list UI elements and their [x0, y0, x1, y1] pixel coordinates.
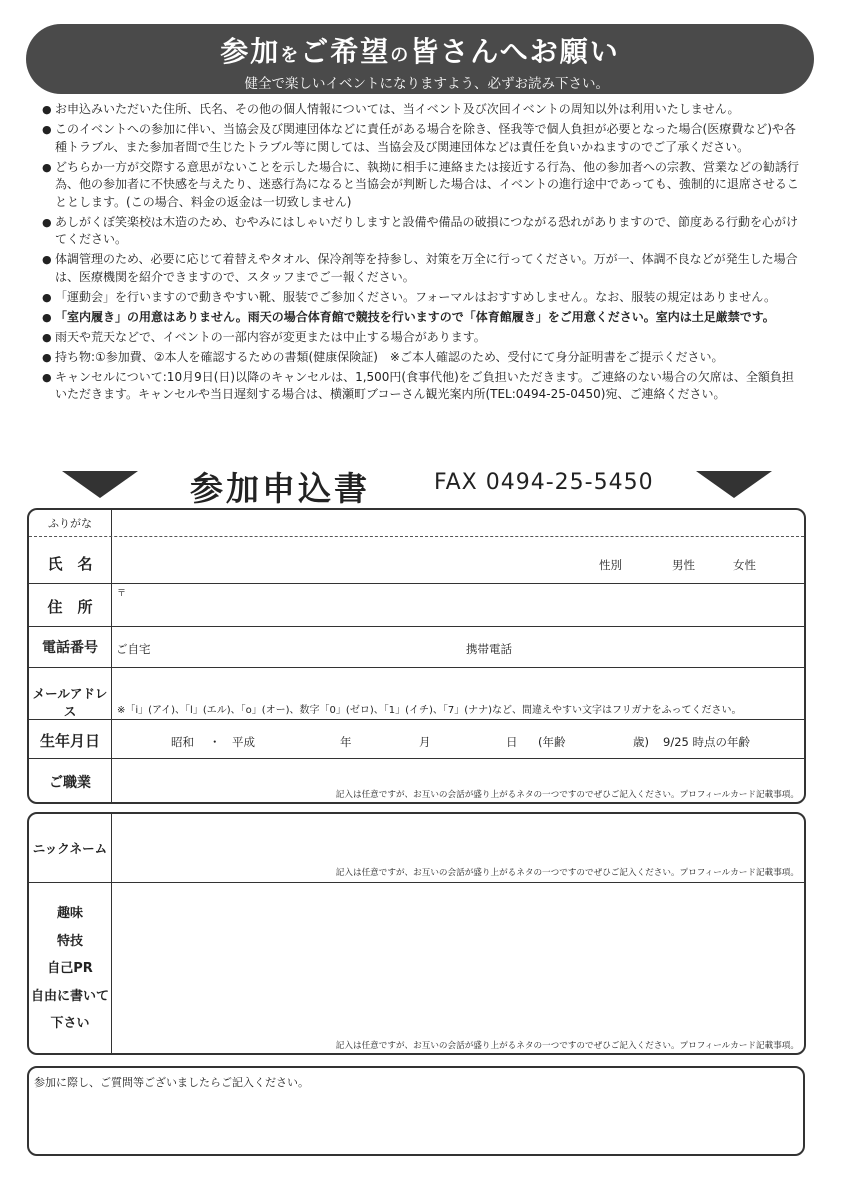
age-basis-label: 9/25 時点の年齢	[663, 735, 750, 749]
address-label: 住 所	[47, 598, 93, 616]
interests-field[interactable]	[117, 888, 797, 1028]
banner-subtitle: 健全で楽しいイベントになりますよう、必ずお読み下さい。	[244, 76, 609, 92]
interest-label-line: 趣味	[56, 906, 83, 921]
furigana-label: ふりがな	[48, 517, 92, 530]
application-form	[27, 508, 806, 804]
era-heisei[interactable]: 平成	[232, 735, 255, 749]
notice-item: ● お申込みいただいた住所、氏名、その他の個人情報については、当イベント及び次回イベントの周知以外は利用いたしません。	[42, 101, 802, 119]
row-divider	[29, 583, 804, 584]
phone-label: 電話番号	[42, 640, 98, 656]
postal-mark: 〒	[117, 589, 127, 599]
age-open-label: (年齢	[538, 735, 566, 749]
notice-list	[42, 101, 802, 406]
month-label: 月	[419, 735, 431, 749]
era-showa[interactable]: 昭和	[171, 735, 194, 749]
notice-item: ● キャンセルについて:10月9日(日)以降のキャンセルは、1,500円(食事代他)をご負担いただきます。ご連絡のない場合の欠席は、全額負担いただきます。キャンセルや当日遅刻する場合は、横瀬町ブコーさん観光案内所(TEL:0494-25-0450)宛、ご連絡ください。	[42, 369, 802, 404]
notice-item: ● 体調管理のため、必要に応じて着替えやタオル、保冷剤等を持参し、対策を万全に行ってください。万が一、体調不良などが発生した場合は、医療機関を紹介できますので、スタッフまでご一報ください。	[42, 251, 802, 286]
notice-item: ● あしがくぼ笑楽校は木造のため、むやみにはしゃいだりしますと設備や備品の破損につながる恐れがありますので、節度ある行動を心がけてください。	[42, 214, 802, 249]
day-label: 日	[506, 735, 518, 749]
name-field[interactable]	[119, 542, 589, 578]
profile-section	[27, 812, 806, 1055]
optional-note: 記入は任意ですが、お互いの会話が盛り上がるネタの一つですのでぜひご記入ください。プロフィールカード記載事項。	[335, 1041, 799, 1051]
occupation-label: ご職業	[49, 775, 91, 791]
notice-item: ● どちらか一方が交際する意思がないことを示した場合に、執拗に相手に連絡または接近する行為、他の参加者への宗教、営業などの勧誘行為、他の参加者に不快感を与えたり、迷惑行為になると当協会が判断した場合は、イベントの進行途中であっても、強制的に退席させることとします。(この場合、料金の返金は一切致しません)	[42, 159, 802, 212]
notice-item-indoor-shoes: ● 「室内履き」の用意はありません。雨天の場合体育館で競技を行いますので「体育館履き」をご用意ください。室内は土足厳禁です。	[42, 309, 802, 327]
nickname-field[interactable]	[117, 820, 797, 856]
notice-item: ● 持ち物:①参加費、②本人を確認するための書類(健康保険証) ※ご本人確認のため、受付にて身分証明書をご提示ください。	[42, 349, 802, 367]
notice-item: ● このイベントへの参加に伴い、当協会及び関連団体などに責任がある場合を除き、怪我等で個人負担が必要となった場合(医療費など)や各種トラブル、また参加者間で生じたトラブル等に関しては、当協会及び関連団体などは責任を負いかねますのでご了承ください。	[42, 121, 802, 156]
form-title: 参加申込書	[190, 469, 370, 508]
row-divider	[29, 626, 804, 627]
age-close-label: 歳)	[633, 735, 649, 749]
notice-item: ● 「運動会」を行いますので動きやすい靴、服装でご参加ください。フォーマルはおすすめしません。なお、服装の規定はありません。	[42, 289, 802, 307]
interest-label-line: 特技	[56, 933, 83, 949]
interests-label	[29, 900, 111, 1038]
occupation-field[interactable]	[117, 762, 797, 784]
questions-label: 参加に際し、ご質問等ございましたらご記入ください。	[34, 1076, 309, 1089]
optional-note: 記入は任意ですが、お互いの会話が盛り上がるネタの一つですのでぜひご記入ください。プロフィールカード記載事項。	[335, 790, 799, 800]
year-label: 年	[340, 735, 352, 749]
optional-note: 記入は任意ですが、お互いの会話が盛り上がるネタの一つですのでぜひご記入ください。プロフィールカード記載事項。	[335, 868, 799, 878]
furigana-field[interactable]	[119, 513, 799, 533]
era-separator: ・	[209, 735, 221, 749]
row-divider	[29, 758, 804, 759]
down-arrow-icon-left	[62, 471, 138, 498]
notice-item: ● 雨天や荒天などで、イベントの一部内容が変更または中止する場合があります。	[42, 329, 802, 347]
name-label: 氏 名	[47, 555, 93, 573]
gender-female-option[interactable]: 女性	[733, 558, 756, 572]
mobile-phone-label: 携帯電話	[466, 642, 512, 656]
banner-title: 参加をご希望の皆さんへお願い	[220, 35, 620, 68]
email-note: ※「i」(アイ)、「l」(エル)、「o」(オー)、数字「0」(ゼロ)、「1」(イチ)、「7」(ナナ)など、間違えやすい文字はフリガナをふってください。	[117, 705, 742, 716]
interest-label-line: 自己PR	[47, 961, 93, 976]
gender-male-option[interactable]: 男性	[672, 558, 695, 572]
header-banner	[26, 24, 814, 94]
row-divider	[29, 667, 804, 668]
birthdate-label: 生年月日	[39, 732, 100, 750]
email-label: メールアドレス	[32, 686, 108, 719]
home-phone-label: ご自宅	[116, 642, 151, 656]
row-divider	[29, 719, 804, 720]
address-field[interactable]	[129, 590, 799, 622]
furigana-divider	[29, 536, 804, 537]
down-arrow-icon-right	[696, 471, 772, 498]
label-divider	[111, 814, 112, 1053]
email-field[interactable]	[117, 670, 797, 696]
interest-label-line: 下さい	[50, 1016, 90, 1031]
questions-box[interactable]	[27, 1066, 805, 1156]
gender-label: 性別	[599, 558, 622, 572]
interest-label-line: 自由に書いて	[30, 988, 109, 1004]
row-divider	[29, 882, 804, 883]
fax-number: FAX 0494-25-5450	[434, 470, 654, 495]
nickname-label: ニックネーム	[32, 841, 108, 856]
